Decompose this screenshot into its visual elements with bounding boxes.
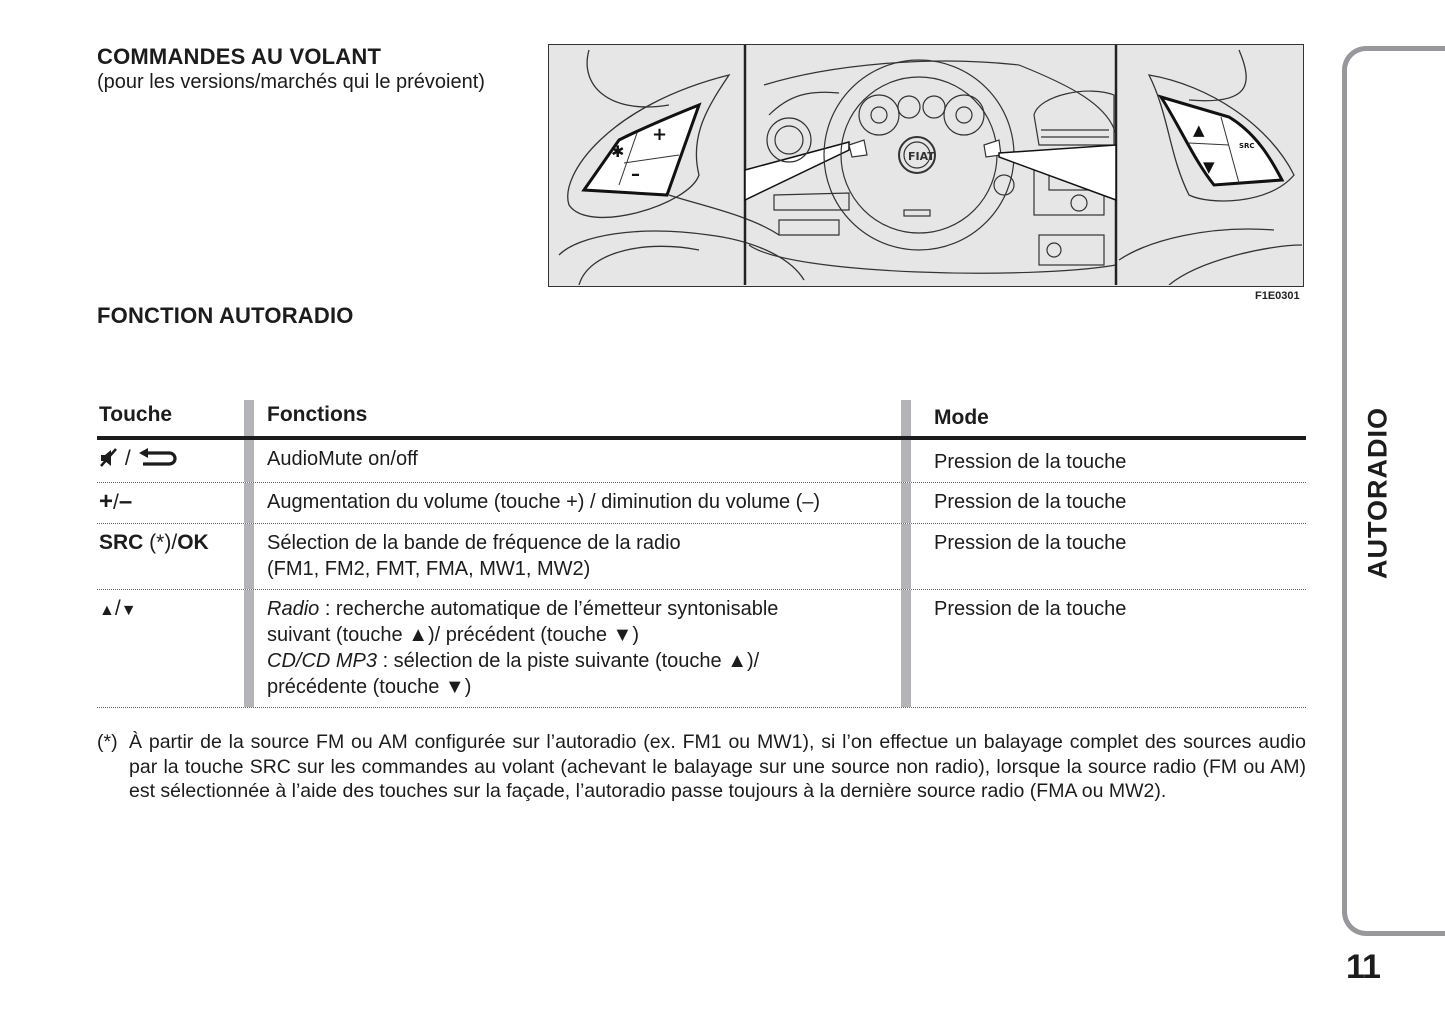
table-row <box>97 483 1306 524</box>
down-arrow-icon: ▼ <box>120 602 137 619</box>
header-mode: Mode <box>934 406 989 429</box>
radio-label: Radio <box>267 598 320 620</box>
minus-icon: – <box>118 488 133 515</box>
key-separator: / <box>124 447 131 470</box>
function-cell: Radio : recherche automatique de l’émetteur syntonisable suivant (touche ▲)/ précédent (touche ▼) CD/CD MP3 : sélection de la piste suivante (touche ▲)/ précédente (touche ▼) <box>267 598 779 698</box>
cd-label: CD/CD MP3 <box>267 650 378 672</box>
return-arrow-icon <box>137 448 179 468</box>
column-separator <box>901 400 911 436</box>
plus-icon: + <box>652 124 668 145</box>
section-title-radio-function: FONCTION AUTORADIO <box>97 303 354 328</box>
src-key: SRC <box>99 531 144 554</box>
table-header-row <box>97 400 1306 440</box>
footnote-mark: (*) <box>97 731 118 753</box>
footnote-ref: (*) <box>143 531 172 554</box>
radio-controls-table <box>97 400 1306 708</box>
key-cell: ▲/▼ <box>99 597 137 620</box>
plus-icon: + <box>99 488 114 515</box>
column-separator <box>244 400 254 436</box>
function-cell: AudioMute on/off <box>267 448 418 470</box>
mode-cell: Pression de la touche <box>934 598 1127 620</box>
mode-cell: Pression de la touche <box>934 491 1127 513</box>
steering-wheel-figure <box>548 44 1304 287</box>
section-title-steering-controls: COMMANDES AU VOLANT <box>97 44 382 69</box>
footnote <box>97 730 1306 804</box>
function-cell: Augmentation du volume (touche +) / diminution du volume (–) <box>267 491 821 513</box>
left-button-panel <box>584 105 699 195</box>
ok-key: OK <box>177 531 209 554</box>
down-arrow-icon: ▼ <box>1203 158 1215 176</box>
table-row <box>97 440 1306 483</box>
src-label: SRC <box>1239 142 1255 150</box>
svg-text:FIAT: FIAT <box>908 150 935 163</box>
up-arrow-icon: ▲ <box>1193 121 1205 139</box>
key-cell: +/– <box>99 488 133 515</box>
header-key: Touche <box>99 403 173 426</box>
key-cell: SRC (*)/OK <box>99 531 209 554</box>
key-cell <box>97 440 244 482</box>
header-function: Fonctions <box>267 403 368 426</box>
mode-cell: Pression de la touche <box>934 451 1127 473</box>
mute-icon <box>99 448 119 468</box>
mute-icon: ✱ <box>611 142 625 161</box>
footnote-text: À partir de la source FM ou AM configurée sur l’autoradio (ex. FM1 ou MW1), si l’on effectue un balayage complet des sources audio par la touche SRC sur les commandes au volant (achevant le balayage sur une source non radio), lorsque la source radio (FM ou AM) est sélectionnée à l’aide des touches sur la façade, l’autoradio passe toujours à la dernière source radio (FMA ou MW2). <box>129 731 1306 802</box>
figure-code: F1E0301 <box>1255 290 1300 302</box>
function-cell: Sélection de la bande de fréquence de la radio (FM1, FM2, FMT, FMA, MW1, MW2) <box>267 532 681 580</box>
mode-cell: Pression de la touche <box>934 532 1127 554</box>
page-number: 11 <box>1346 948 1380 986</box>
table-row <box>97 590 1306 708</box>
minus-icon: – <box>631 164 640 185</box>
up-arrow-icon: ▲ <box>99 602 115 619</box>
table-row <box>97 524 1306 590</box>
section-subtitle: (pour les versions/marchés qui le prévoient) <box>97 71 485 93</box>
chapter-tab-label: AUTORADIO <box>1362 406 1393 580</box>
